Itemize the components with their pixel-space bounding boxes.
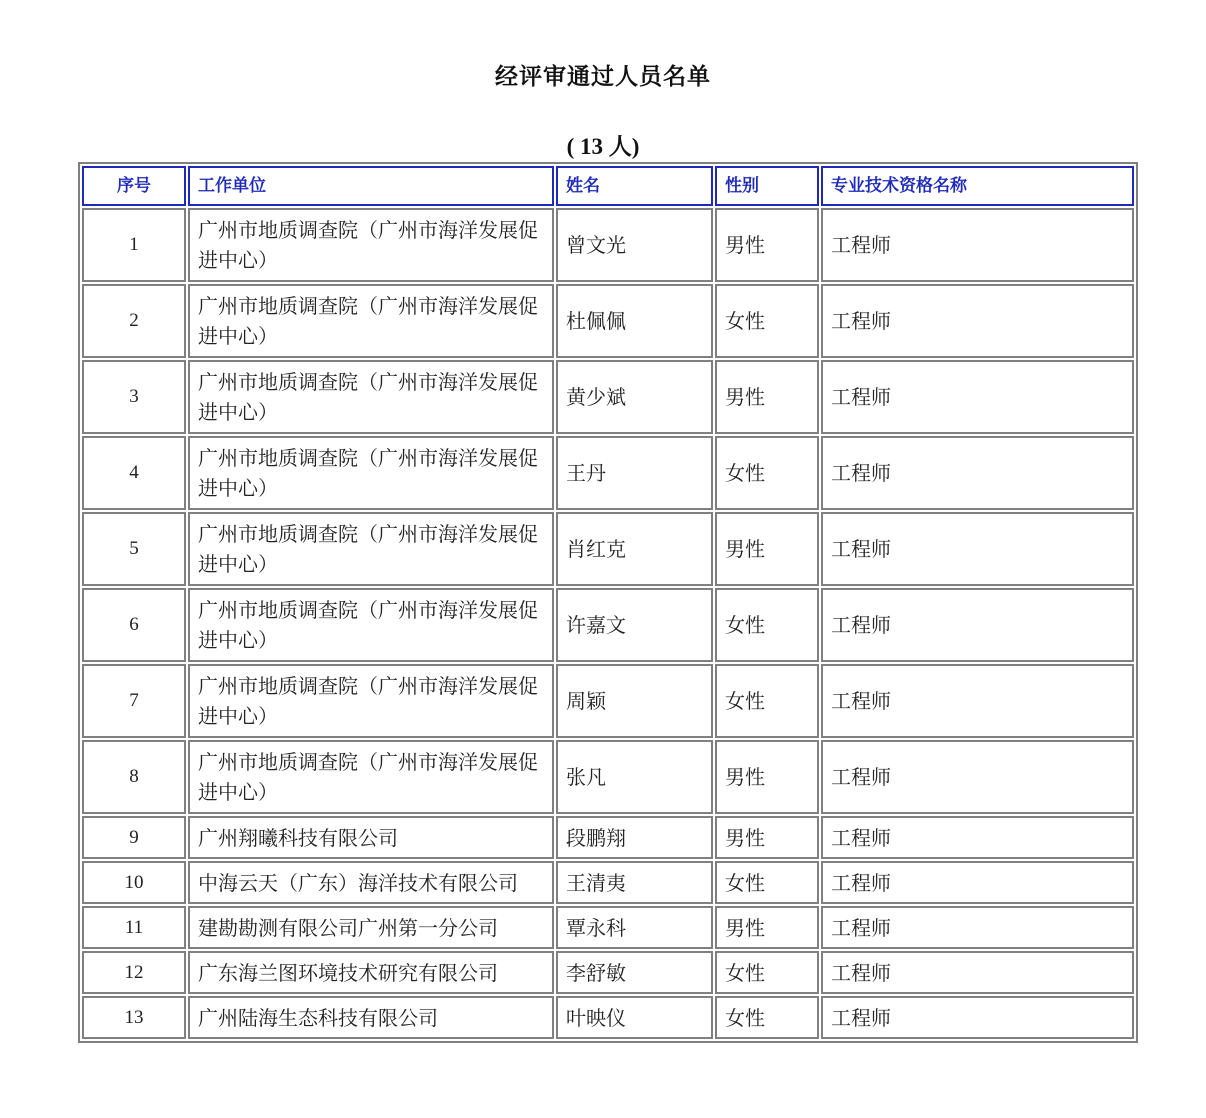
roster-table-container xyxy=(78,162,1126,1043)
cell-gender: 女性 xyxy=(715,588,819,662)
cell-qualification: 工程师 xyxy=(821,588,1134,662)
cell-gender: 男性 xyxy=(715,740,819,814)
cell-work-unit: 广州市地质调查院（广州市海洋发展促进中心） xyxy=(188,512,554,586)
header-qualification: 专业技术资格名称 xyxy=(821,166,1134,206)
cell-work-unit: 广州市地质调查院（广州市海洋发展促进中心） xyxy=(188,360,554,434)
cell-name: 黄少斌 xyxy=(556,360,713,434)
cell-qualification: 工程师 xyxy=(821,861,1134,904)
table-row xyxy=(82,208,1134,282)
header-gender: 性别 xyxy=(715,166,819,206)
cell-serial-number: 7 xyxy=(82,664,186,738)
cell-name: 叶映仪 xyxy=(556,996,713,1039)
cell-gender: 女性 xyxy=(715,996,819,1039)
cell-serial-number: 10 xyxy=(82,861,186,904)
table-row xyxy=(82,740,1134,814)
table-row xyxy=(82,906,1134,949)
table-header-row xyxy=(82,166,1134,206)
cell-gender: 男性 xyxy=(715,208,819,282)
cell-qualification: 工程师 xyxy=(821,996,1134,1039)
cell-gender: 男性 xyxy=(715,512,819,586)
cell-work-unit: 广州市地质调查院（广州市海洋发展促进中心） xyxy=(188,284,554,358)
cell-qualification: 工程师 xyxy=(821,906,1134,949)
header-serial-number: 序号 xyxy=(82,166,186,206)
headcount-label: ( 13 人) xyxy=(566,134,640,159)
cell-serial-number: 5 xyxy=(82,512,186,586)
cell-qualification: 工程师 xyxy=(821,951,1134,994)
cell-name: 段鹏翔 xyxy=(556,816,713,859)
cell-serial-number: 13 xyxy=(82,996,186,1039)
table-row xyxy=(82,951,1134,994)
header-work-unit: 工作单位 xyxy=(188,166,554,206)
cell-serial-number: 4 xyxy=(82,436,186,510)
cell-qualification: 工程师 xyxy=(821,360,1134,434)
page-title: 经评审通过人员名单 xyxy=(495,64,711,90)
table-row xyxy=(82,861,1134,904)
cell-name: 肖红克 xyxy=(556,512,713,586)
cell-qualification: 工程师 xyxy=(821,208,1134,282)
cell-name: 周颖 xyxy=(556,664,713,738)
cell-work-unit: 广东海兰图环境技术研究有限公司 xyxy=(188,951,554,994)
table-row xyxy=(82,816,1134,859)
cell-gender: 男性 xyxy=(715,906,819,949)
cell-work-unit: 广州市地质调查院（广州市海洋发展促进中心） xyxy=(188,664,554,738)
table-row xyxy=(82,360,1134,434)
cell-serial-number: 6 xyxy=(82,588,186,662)
cell-name: 王清夷 xyxy=(556,861,713,904)
cell-serial-number: 12 xyxy=(82,951,186,994)
cell-name: 张凡 xyxy=(556,740,713,814)
roster-table xyxy=(78,162,1138,1043)
cell-name: 曾文光 xyxy=(556,208,713,282)
cell-qualification: 工程师 xyxy=(821,664,1134,738)
cell-qualification: 工程师 xyxy=(821,740,1134,814)
header-name: 姓名 xyxy=(556,166,713,206)
table-row xyxy=(82,436,1134,510)
cell-gender: 女性 xyxy=(715,861,819,904)
cell-name: 覃永科 xyxy=(556,906,713,949)
cell-work-unit: 中海云天（广东）海洋技术有限公司 xyxy=(188,861,554,904)
cell-qualification: 工程师 xyxy=(821,284,1134,358)
cell-serial-number: 3 xyxy=(82,360,186,434)
cell-gender: 女性 xyxy=(715,284,819,358)
table-row xyxy=(82,284,1134,358)
cell-work-unit: 广州市地质调查院（广州市海洋发展促进中心） xyxy=(188,588,554,662)
cell-name: 许嘉文 xyxy=(556,588,713,662)
cell-serial-number: 1 xyxy=(82,208,186,282)
cell-gender: 女性 xyxy=(715,951,819,994)
cell-gender: 男性 xyxy=(715,816,819,859)
cell-serial-number: 8 xyxy=(82,740,186,814)
table-row xyxy=(82,664,1134,738)
cell-work-unit: 建勘勘测有限公司广州第一分公司 xyxy=(188,906,554,949)
table-row xyxy=(82,588,1134,662)
cell-work-unit: 广州市地质调查院（广州市海洋发展促进中心） xyxy=(188,208,554,282)
cell-work-unit: 广州陆海生态科技有限公司 xyxy=(188,996,554,1039)
cell-qualification: 工程师 xyxy=(821,436,1134,510)
cell-qualification: 工程师 xyxy=(821,816,1134,859)
cell-name: 杜佩佩 xyxy=(556,284,713,358)
cell-serial-number: 11 xyxy=(82,906,186,949)
cell-name: 王丹 xyxy=(556,436,713,510)
cell-work-unit: 广州市地质调查院（广州市海洋发展促进中心） xyxy=(188,436,554,510)
cell-serial-number: 2 xyxy=(82,284,186,358)
cell-work-unit: 广州翔曦科技有限公司 xyxy=(188,816,554,859)
cell-qualification: 工程师 xyxy=(821,512,1134,586)
cell-gender: 男性 xyxy=(715,360,819,434)
cell-serial-number: 9 xyxy=(82,816,186,859)
cell-gender: 女性 xyxy=(715,436,819,510)
table-row xyxy=(82,996,1134,1039)
cell-work-unit: 广州市地质调查院（广州市海洋发展促进中心） xyxy=(188,740,554,814)
cell-gender: 女性 xyxy=(715,664,819,738)
table-row xyxy=(82,512,1134,586)
cell-name: 李舒敏 xyxy=(556,951,713,994)
